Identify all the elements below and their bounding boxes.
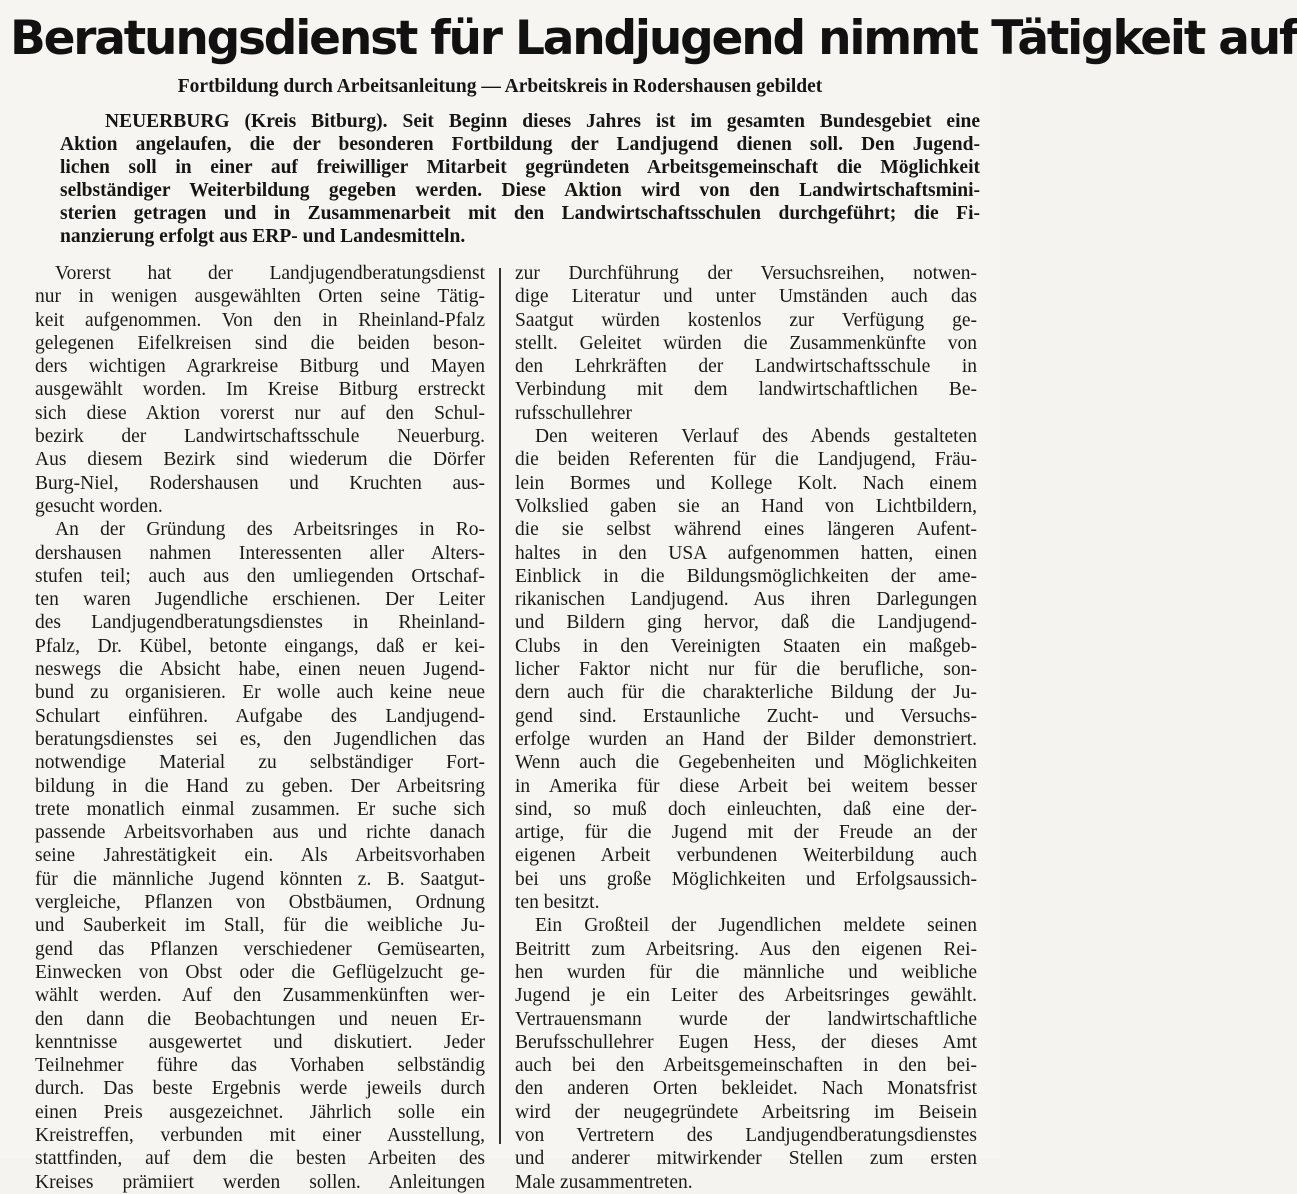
article-text-line: Kreises prämiiert werden sollen. Anleitungen (35, 1171, 485, 1193)
article-text-line: stattfinden, auf dem die besten Arbeiten des (35, 1148, 485, 1170)
article-text-line: den Lehrkräften der Landwirtschaftsschule in (515, 356, 977, 378)
article-text-line: Aus diesem Bezirk sind wiederum die Dörfer (35, 449, 485, 471)
article-text-line: Teilnehmer führe das Vorhaben selbständig (35, 1055, 485, 1077)
article-text-line: auch bei den Arbeitsgemeinschaften in den bei- (515, 1055, 977, 1077)
article-text-line: Jugend je ein Leiter des Arbeitsringes gewählt. (515, 985, 977, 1007)
article-text-line: haltes in den USA aufgenommen hatten, einen (515, 542, 977, 564)
article-text-line: des Landjugendberatungsdienstes in Rheinland- (35, 612, 485, 634)
article-text-line: den anderen Orten bekleidet. Nach Monatsfrist (515, 1078, 977, 1100)
left-column (35, 262, 485, 1194)
article-text-line: Ein Großteil der Jugendlichen meldete seinen (535, 915, 977, 937)
article-text-line: für die männliche Jugend könnten z. B. Saatgut- (35, 868, 485, 890)
article-text-line: sind, so muß doch einleuchten, daß eine der- (515, 798, 977, 820)
article-text-line: An der Gründung des Arbeitsringes in Ro- (55, 519, 485, 541)
article-text-line: ders wichtigen Agrarkreise Bitburg und Mayen (35, 356, 485, 378)
article-text-line: bezirk der Landwirtschaftsschule Neuerburg. (35, 426, 485, 448)
lead-line: selbständiger Weiterbildung gegeben werden. Diese Aktion wird von den Landwirtschaftsmini- (60, 180, 980, 201)
lead-line: nanzierung erfolgt aus ERP- und Landesmitteln. (60, 226, 466, 247)
article-text-line: seine Jahrestätigkeit ein. Als Arbeitsvorhaben (35, 845, 485, 867)
article-text-line: eigenen Arbeit verbundenen Weiterbildung auch (515, 845, 977, 867)
article-text-line: licher Faktor nicht nur für die berufliche, son- (515, 659, 977, 681)
article-text-line: einen Preis ausgezeichnet. Jährlich solle ein (35, 1101, 485, 1123)
article-text-line: Vorerst hat der Landjugendberatungsdienst (55, 263, 485, 284)
article-text-line: dershausen nahmen Interessenten aller Alters- (35, 542, 485, 564)
article-text-line: hen wurden für die männliche und weibliche (515, 961, 977, 983)
subheadline: Fortbildung durch Arbeitsanleitung — Arbeitskreis in Rodershausen gebildet (177, 76, 823, 97)
headline: Beratungsdienst für Landjugend nimmt Tätigkeit auf (10, 11, 1297, 66)
right-column (515, 262, 977, 1194)
article-text-line: Schulart einführen. Aufgabe des Landjugend- (35, 705, 485, 727)
article-text-line: Einblick in die Bildungsmöglichkeiten der ame- (515, 565, 977, 587)
article-text-line: gelegenen Eifelkreisen sind die beiden beson- (35, 332, 485, 354)
article-text-line: bund zu organisieren. Er wolle auch keine neue (35, 682, 485, 704)
article-text-line: Clubs in den Vereinigten Staaten ein maßgeb- (515, 635, 977, 657)
article-text-line: Volkslied gaben sie an Hand von Lichtbildern, (515, 495, 977, 517)
article-text-line: Beitritt zum Arbeitsring. Aus den eigenen Rei- (515, 938, 977, 960)
article-text-line: passende Arbeitsvorhaben aus und richte danach (35, 822, 485, 844)
article-text-line: erfolge wurden an Hand der Bilder demonstriert. (515, 728, 977, 750)
article-text-line: dige Literatur und unter Umständen auch das (515, 286, 977, 308)
article-text-line: und anderer mitwirkender Stellen zum ersten (515, 1148, 977, 1170)
article-text-line: zur Durchführung der Versuchsreihen, notwen- (515, 263, 977, 284)
article-text-line: rufsschullehrer (515, 402, 632, 424)
article-text-line: beratungsdienstes sei es, den Jugendlichen das (35, 728, 485, 750)
article-text-line: Vertrauensmann wurde der landwirtschaftliche (515, 1008, 977, 1030)
article-text-line: die beiden Referenten für die Landjugend, Fräu- (515, 449, 977, 471)
article-text-line: in Amerika für diese Arbeit bei weitem besser (515, 775, 977, 797)
article-text-line: und Sauberkeit im Stall, für die weibliche Ju- (35, 915, 485, 937)
article-text-line: vergleiche, Pflanzen von Obstbäumen, Ordnung (35, 892, 485, 914)
article-text-line: durch. Das beste Ergebnis werde jeweils durch (35, 1078, 485, 1100)
article-text-line: Verbindung mit dem landwirtschaftlichen Be- (515, 379, 977, 401)
article-text-line: stellt. Geleitet würden die Zusammenkünfte von (515, 332, 977, 354)
article-text-line: sich diese Aktion vorerst nur auf den Schul- (35, 402, 485, 424)
article-text-line: wird der neugegründete Arbeitsring im Beisein (515, 1101, 977, 1123)
column-divider (499, 268, 501, 1144)
lead-line: sterien getragen und in Zusammenarbeit mit den Landwirtschaftsschulen durchgeführt; die Fi- (60, 203, 980, 224)
article-text-line: Male zusammentreten. (515, 1171, 693, 1193)
lead-line: NEUERBURG (Kreis Bitburg). Seit Beginn dieses Jahres ist im gesamten Bundesgebiet eine (105, 111, 980, 132)
lead-line: Aktion angelaufen, die der besonderen Fortbildung der Landjugend dienen soll. Den Jugend- (60, 134, 980, 155)
article-text-line: nur in wenigen ausgewählten Orten seine Tätig- (35, 286, 485, 308)
article-text-line: gesucht worden. (35, 495, 163, 517)
article-text-line: rikanischen Landjugend. Aus ihren Darlegungen (515, 589, 977, 611)
lead-paragraph (60, 110, 980, 248)
article-text-line: artige, für die Jugend mit der Freude an der (515, 822, 977, 844)
article-text-line: ten waren Jugendliche erschienen. Der Leiter (35, 589, 485, 611)
article-text-line: Wenn auch die Gegebenheiten und Möglichkeiten (515, 752, 977, 774)
article-text-line: gend das Pflanzen verschiedener Gemüsearten, (35, 938, 485, 960)
article-text-line: neswegs die Absicht habe, einen neuen Jugend- (35, 659, 485, 681)
article-text-line: Burg-Niel, Rodershausen und Kruchten aus- (35, 472, 485, 494)
article-text-line: Saatgut würden kostenlos zur Verfügung ge- (515, 309, 977, 331)
article-text-line: von Vertretern des Landjugendberatungsdienstes (515, 1124, 977, 1146)
article-text-line: bildung in die Hand zu geben. Der Arbeitsring (35, 775, 485, 797)
article-text-line: ausgewählt worden. Im Kreise Bitburg erstreckt (35, 379, 485, 401)
article-text-line: kenntnisse ausgewertet und diskutiert. Jeder (35, 1031, 485, 1053)
article-text-line: stufen teil; auch aus den umliegenden Ortschaf- (35, 565, 485, 587)
article-text-line: lein Bormes und Kollege Kolt. Nach einem (515, 472, 977, 494)
article-text-line: dern auch für die charakterliche Bildung der Ju- (515, 682, 977, 704)
article-text-line: keit aufgenommen. Von den in Rheinland-Pfalz (35, 309, 485, 331)
article-text-line: gend sind. Erstaunliche Zucht- und Versuchs- (515, 705, 977, 727)
article-text-line: Berufsschullehrer Eugen Hess, der dieses Amt (515, 1031, 977, 1053)
article-text-line: Pfalz, Dr. Kübel, betonte eingangs, daß er kei- (35, 635, 485, 657)
article-text-line: trete monatlich einmal zusammen. Er suche sich (35, 798, 485, 820)
article-text-line: den dann die Beobachtungen und neuen Er- (35, 1008, 485, 1030)
lead-line: lichen soll in einer auf freiwilliger Mitarbeit gegründeten Arbeitsgemeinschaft die Möglichkeit (60, 157, 980, 178)
article-text-line: ten besitzt. (515, 892, 600, 914)
article-text-line: Den weiteren Verlauf des Abends gestalteten (535, 426, 977, 448)
article-text-line: Einwecken von Obst oder die Geflügelzucht ge- (35, 961, 485, 983)
article-text-line: und Bildern ging hervor, daß die Landjugend- (515, 612, 977, 634)
article-text-line: die sie selbst während eines längeren Aufent- (515, 519, 977, 541)
article-text-line: wählt werden. Auf den Zusammenkünften wer- (35, 985, 485, 1007)
article-text-line: Kreistreffen, verbunden mit einer Ausstellung, (35, 1124, 485, 1146)
article-text-line: bei uns große Möglichkeiten und Erfolgsaussich- (515, 868, 977, 890)
article-text-line: notwendige Material zu selbständiger Fort- (35, 752, 485, 774)
